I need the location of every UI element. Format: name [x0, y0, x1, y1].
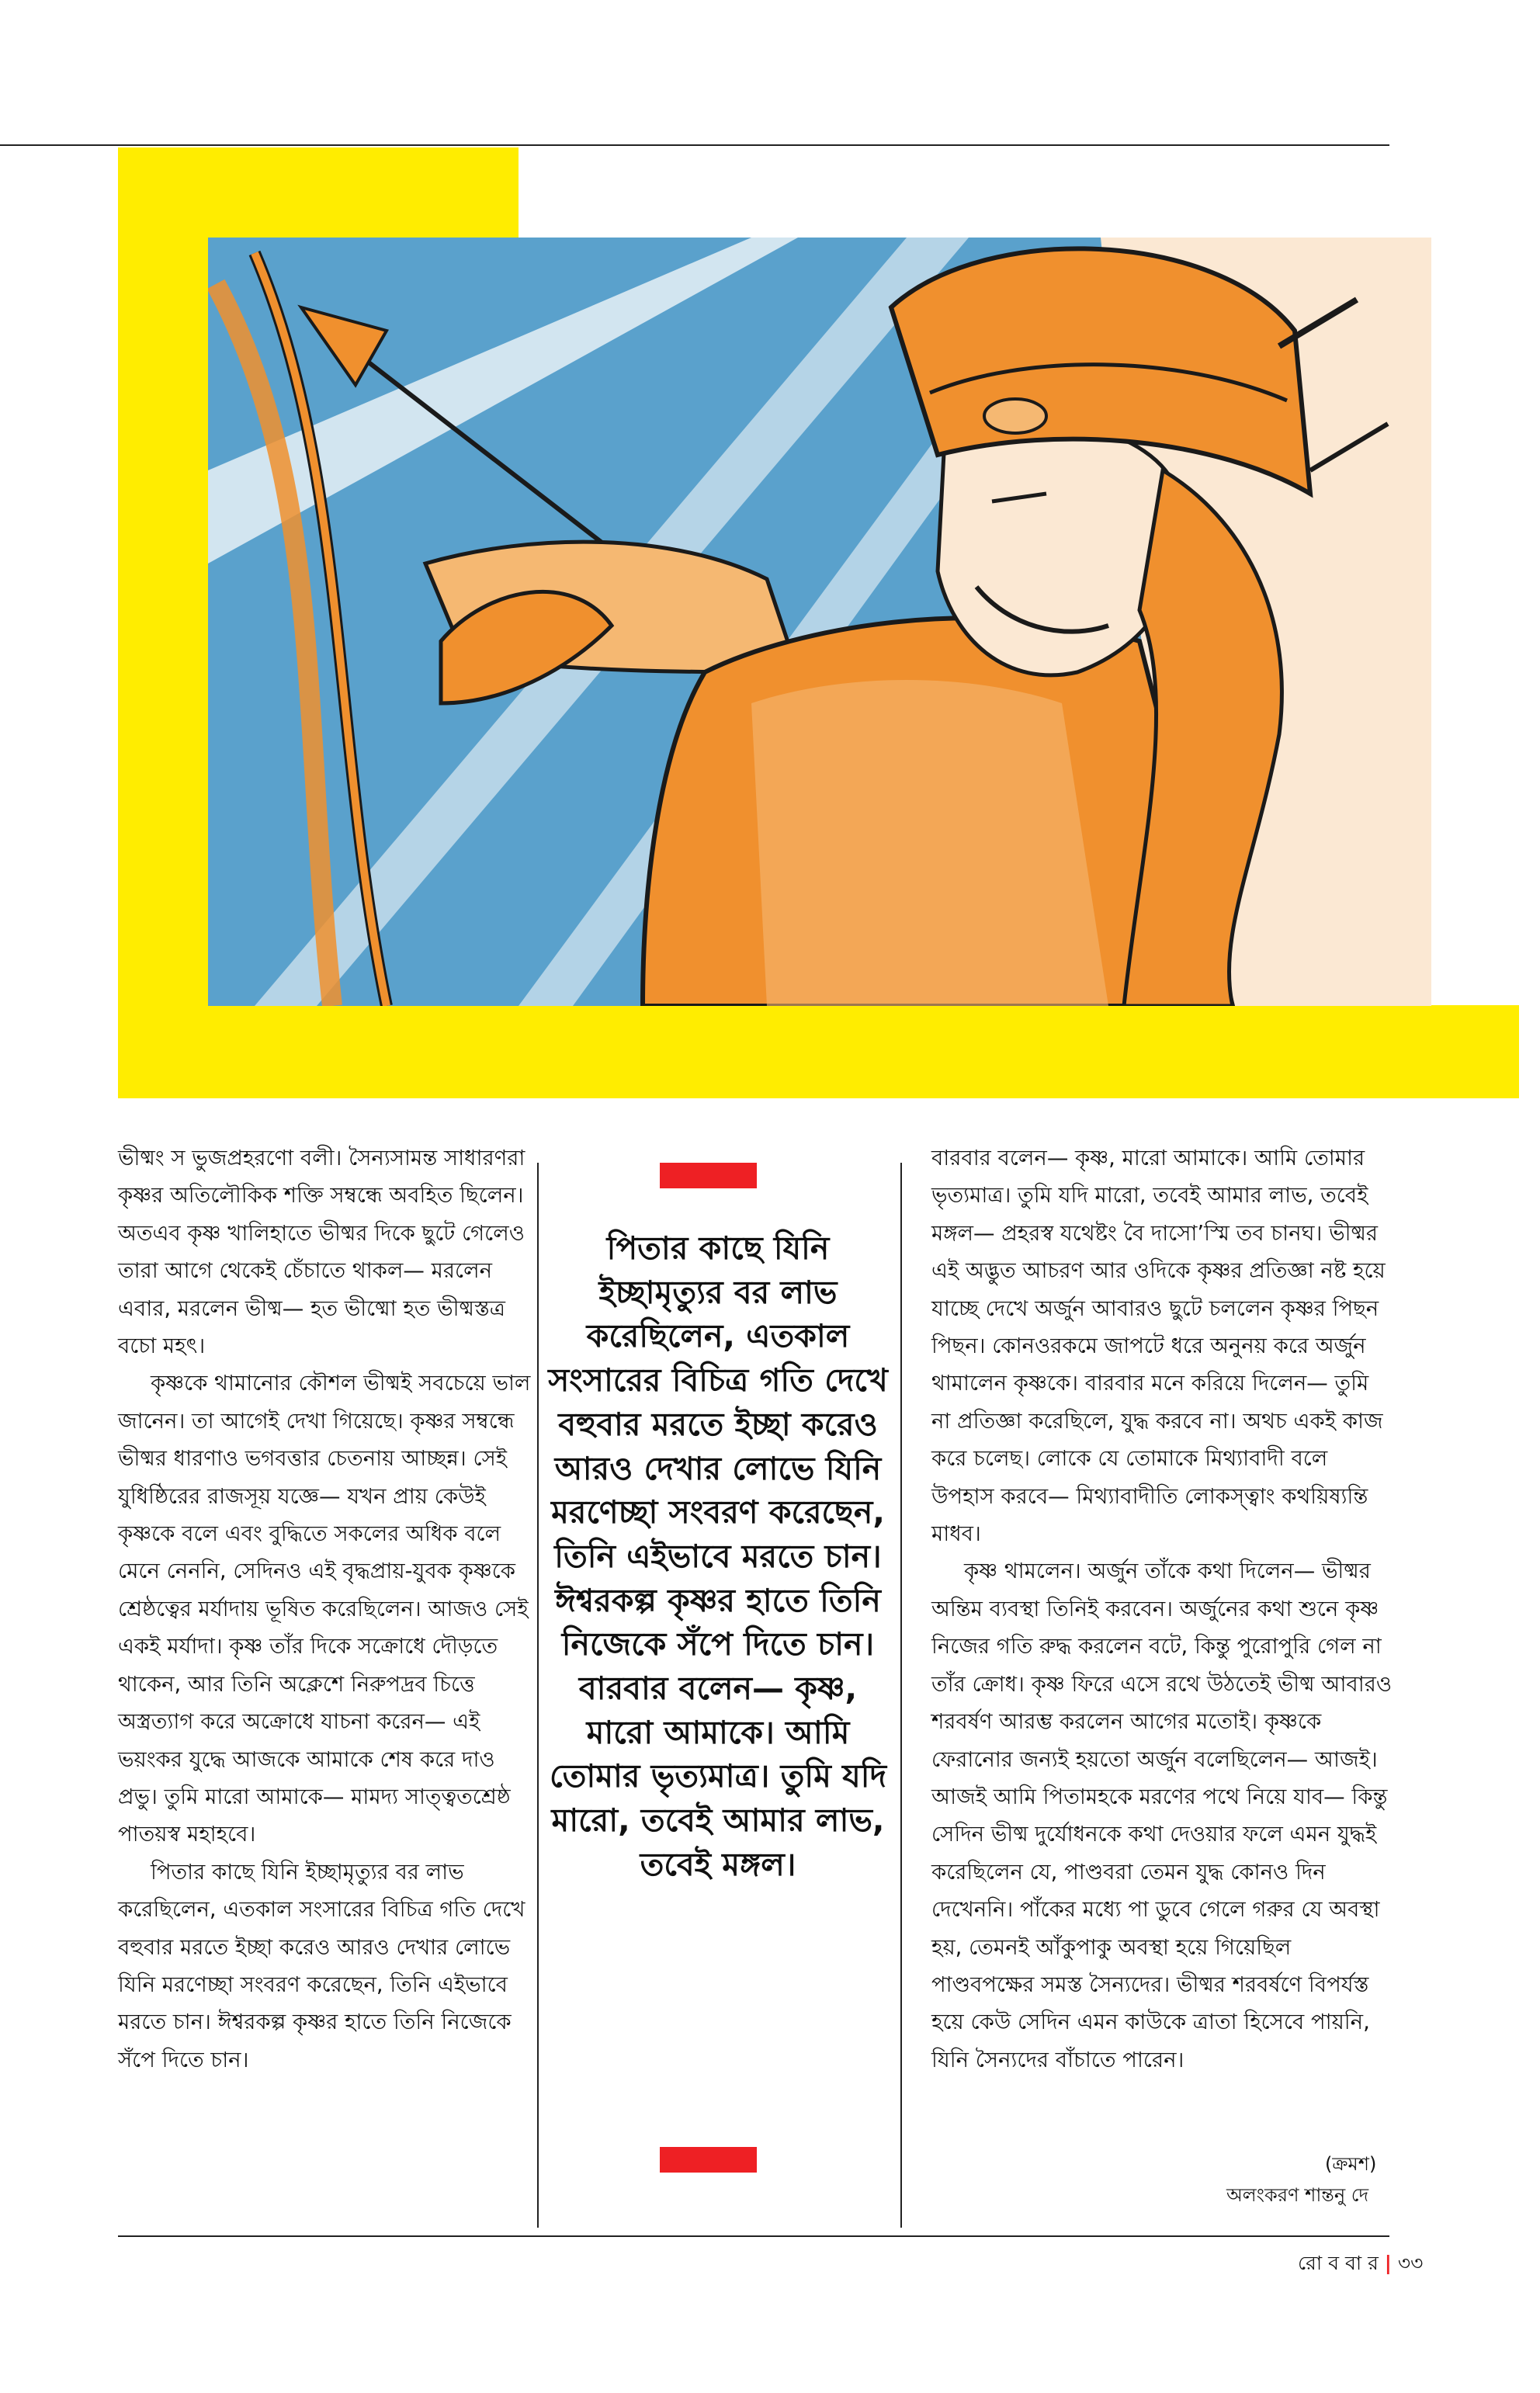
page-number: ৩৩: [1397, 2252, 1424, 2274]
left-text-column: [118, 1139, 537, 2079]
illustration-credit: অলংকরণ শান্তনু দে: [1226, 2184, 1369, 2206]
pull-quote-bottom-bar: [660, 2147, 757, 2173]
pull-quote: পিতার কাছে যিনি ইচ্ছামৃত্যুর বর লাভ করেছিলেন, এতকাল সংসারের বিচিত্র গতি দেখে বহুবার মরতে ইচ্ছা করেও আরও দেখার লোভে যিনি মরণেচ্ছা সংবরণ করেছেন, তিনি এইভাবে মরতে চান। ঈশ্বরকল্প কৃষ্ণর হাতে তিনি নিজেকে সঁপে দিতে চান। বারবার বলেন— কৃষ্ণ, মারো আমাকে। আমি তোমার ভৃত্যমাত্র। তুমি যদি মারো, তবেই আমার লাভ, তবেই মঙ্গল।: [548, 1229, 888, 1883]
left-paragraph: কৃষ্ণকে থামানোর কৌশল ভীষ্মই সবচেয়ে ভাল জানেন। তা আগেই দেখা গিয়েছে। কৃষ্ণর সম্বন্ধে ভীষ্মর ধারণাও ভগবত্তার চেতনায় আচ্ছন্ন। সেই যুধিষ্ঠিরের রাজসূয় যজ্ঞে— যখন প্রায় কেউই কৃষ্ণকে বলে এবং বুদ্ধিতে সকলের অধিক বলে মেনে নেননি, সেদিনও এই বৃদ্ধপ্রায়-যুবক কৃষ্ণকে শ্রেষ্ঠত্বের মর্যাদায় ভূষিত করেছিলেন। আজও সেই একই মর্যাদা। কৃষ্ণ তাঁর দিকে সক্রোধে দৌড়তে থাকেন, আর তিনি অক্লেশে নিরুপদ্রব চিত্তে অস্ত্রত্যাগ করে অক্রোধে যাচনা করেন— এই ভয়ংকর যুদ্ধে আজকে আমাকে শেষ করে দাও প্রভু। তুমি মারো আমাকে— মামদ্য সাত্ত্বতশ্রেষ্ঠ পাতয়স্ব মহাহবে।: [118, 1371, 531, 1847]
magazine-name: রো ব বা র: [1298, 2252, 1379, 2274]
left-paragraph: পিতার কাছে যিনি ইচ্ছামৃত্যুর বর লাভ করেছিলেন, এতকাল সংসারের বিচিত্র গতি দেখে বহুবার মরতে ইচ্ছা করেও আরও দেখার লোভে যিনি মরণেচ্ছা সংবরণ করেছেন, তিনি এইভাবে মরতে চান। ঈশ্বরকল্প কৃষ্ণর হাতে তিনি নিজেকে সঁপে দিতে চান।: [118, 1859, 525, 2072]
page-footer: [1298, 2248, 1423, 2281]
right-text-column: [931, 1139, 1393, 2079]
column-divider: [900, 1163, 902, 2228]
yellow-frame-band: [118, 1005, 1519, 1098]
footer-separator: |: [1384, 2252, 1392, 2274]
right-paragraph: বারবার বলেন— কৃষ্ণ, মারো আমাকে। আমি তোমার ভৃত্যমাত্র। তুমি যদি মারো, তবেই আমার লাভ, তবেই মঙ্গল— প্রহরস্ব যথেষ্টং বৈ দাসো’স্মি তব চানঘ। ভীষ্মর এই অদ্ভুত আচরণ আর ওদিকে কৃষ্ণর প্রতিজ্ঞা নষ্ট হয়ে যাচ্ছে দেখে অর্জুন আবারও ছুটে চললেন কৃষ্ণর পিছন পিছন। কোনওরকমে জাপটে ধরে অনুনয় করে অর্জুন থামালেন কৃষ্ণকে। বারবার মনে করিয়ে দিলেন— তুমি না প্রতিজ্ঞা করেছিলে, যুদ্ধ করবে না। অথচ একই কাজ করে চলেছ। লোকে যে তোমাকে মিথ্যাবাদী বলে উপহাস করবে— মিথ্যাবাদীতি লোকস্ত্বাং কথয়িষ্যন্তি মাধব।: [931, 1146, 1386, 1547]
continued-label: (ক্রমশ): [1325, 2153, 1377, 2175]
right-paragraph: কৃষ্ণ থামলেন। অর্জুন তাঁকে কথা দিলেন— ভীষ্মর অন্তিম ব্যবস্থা তিনিই করবেন। অর্জুনের কথা শুনে কৃষ্ণ নিজের গতি রুদ্ধ করলেন বটে, কিন্তু পুরোপুরি গেল না তাঁর ক্রোধ। কৃষ্ণ ফিরে এসে রথে উঠতেই ভীষ্ম আবারও শরবর্ষণ আরম্ভ করলেন আগের মতোই। কৃষ্ণকে ফেরানোর জন্যই হয়তো অর্জুন বলেছিলেন— আজই। আজই আমি পিতামহকে মরণের পথে নিয়ে যাব— কিন্তু সেদিন ভীষ্ম দুর্যোধনকে কথা দেওয়ার ফলে এমন যুদ্ধই করেছিলেন যে, পাণ্ডবরা তেমন যুদ্ধ কোনও দিন দেখেননি। পাঁকের মধ্যে পা ডুবে গেলে গরুর যে অবস্থা হয়, তেমনই আঁকুপাকু অবস্থা হয়ে গিয়েছিল পাণ্ডবপক্ষের সমস্ত সৈন্যদের। ভীষ্মর শরবর্ষণে বিপর্যস্ত হয়ে কেউ সেদিন এমন কাউকে ত্রাতা হিসেবে পায়নি, যিনি সৈন্যদের বাঁচাতে পারেন।: [931, 1559, 1393, 2072]
pull-quote-top-bar: [660, 1163, 757, 1188]
warrior-archer-illustration-icon: [208, 238, 1431, 1006]
column-divider: [537, 1163, 539, 2228]
bottom-rule: [118, 2235, 1389, 2237]
top-rule: [0, 144, 1389, 146]
left-paragraph: ভীষ্মং স ভুজপ্রহরণো বলী। সৈন্যসামন্ত সাধারণরা কৃষ্ণর অতিলৌকিক শক্তি সম্বন্ধে অবহিত ছিলেন। অতএব কৃষ্ণ খালিহাতে ভীষ্মর দিকে ছুটে গেলেও তারা আগে থেকেই চেঁচাতে থাকল— মরলেন এবার, মরলেন ভীষ্ম— হত ভীষ্মো হত ভীষ্মস্তত্র বচো মহৎ।: [118, 1146, 525, 1359]
